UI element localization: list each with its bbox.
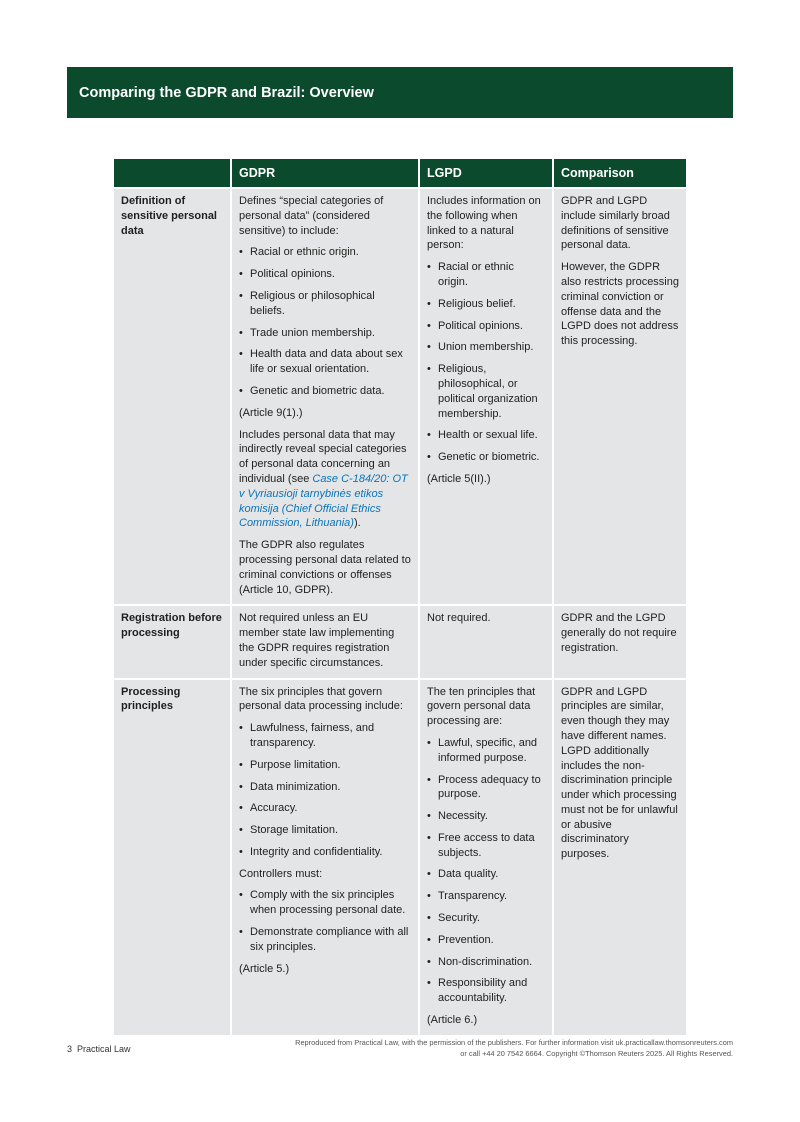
cell-text-part: Includes personal data that may indirectly reveal special categories of personal data concerning an individual (see bbox=[239, 428, 407, 485]
comparison-cell: GDPR and LGPD principles are similar, even though they may have different names. LGPD additionally includes the non-discrimination principle under which processing must not be for unlawful or abusive discriminatory purposes. bbox=[553, 679, 686, 1036]
cell-text: Includes information on the following when linked to a natural person: bbox=[427, 195, 541, 252]
gdpr-cell bbox=[231, 188, 419, 605]
comparison-table bbox=[114, 159, 686, 1037]
table-row bbox=[114, 605, 686, 678]
table-row bbox=[114, 188, 686, 605]
list-item: • Integrity and confidentiality. bbox=[239, 845, 411, 860]
gdpr-cell: Not required unless an EU member state law implementing the GDPR requires registration under specific circumstances. bbox=[231, 605, 419, 678]
cell-text-part: ). bbox=[353, 517, 361, 530]
list-item: • Racial or ethnic origin. bbox=[427, 260, 545, 290]
list-item: • Genetic and biometric data. bbox=[239, 384, 411, 399]
list-item: • Comply with the six principles when processing personal date. bbox=[239, 888, 411, 918]
column-header-lgpd: LGPD bbox=[419, 159, 553, 188]
list-item: • Data quality. bbox=[427, 867, 545, 882]
page-banner bbox=[67, 67, 733, 118]
copyright-line: Reproduced from Practical Law, with the permission of the publishers. For further information visit uk.practicallaw.thomsonreuters.com bbox=[295, 1038, 733, 1047]
list-item: • Religious or philosophical beliefs. bbox=[239, 289, 411, 319]
footer-page-info bbox=[67, 1044, 131, 1054]
publication-name: Practical Law bbox=[77, 1044, 131, 1054]
list-item: • Political opinions. bbox=[427, 319, 545, 334]
list-item: • Trade union membership. bbox=[239, 326, 411, 341]
list-item: • Necessity. bbox=[427, 809, 545, 824]
page-number: 3 bbox=[67, 1044, 73, 1054]
list-item: • Free access to data subjects. bbox=[427, 831, 545, 861]
bullet-list bbox=[239, 721, 411, 860]
cell-text: Controllers must: bbox=[239, 867, 323, 880]
article-reference: (Article 5(II).) bbox=[427, 472, 491, 485]
list-item: • Prevention. bbox=[427, 933, 545, 948]
column-header-comparison: Comparison bbox=[553, 159, 686, 188]
list-item: • Non-discrimination. bbox=[427, 955, 545, 970]
cell-text: The GDPR also regulates processing personal data related to criminal convictions or offenses (Article 10, GDPR). bbox=[239, 539, 411, 596]
gdpr-cell bbox=[231, 679, 419, 1036]
cell-text: The six principles that govern personal data processing include: bbox=[239, 685, 403, 713]
list-item: • Accuracy. bbox=[239, 801, 411, 816]
column-header-topic bbox=[114, 159, 231, 188]
lgpd-cell: Not required. bbox=[419, 605, 553, 678]
lgpd-cell bbox=[419, 188, 553, 605]
copyright-line: or call +44 20 7542 6664. Copyright ©Thomson Reuters 2025. All Rights Reserved. bbox=[460, 1049, 733, 1058]
list-item: • Religious, philosophical, or political organization membership. bbox=[427, 362, 545, 421]
case-link[interactable]: Case C-184/20: OT v Vyriausioji tarnybinės etikos komisija (Chief Official Ethics Commission, Lithuania) bbox=[239, 472, 408, 530]
row-label: Processing principles bbox=[114, 679, 231, 1036]
list-item: • Racial or ethnic origin. bbox=[239, 245, 411, 260]
list-item: • Data minimization. bbox=[239, 780, 411, 795]
comparison-cell: GDPR and the LGPD generally do not require registration. bbox=[553, 605, 686, 678]
list-item: • Religious belief. bbox=[427, 297, 545, 312]
bullet-list bbox=[239, 888, 411, 954]
list-item: • Responsibility and accountability. bbox=[427, 976, 545, 1006]
cell-text: GDPR and LGPD include similarly broad definitions of sensitive personal data. bbox=[561, 195, 670, 252]
cell-text bbox=[239, 428, 411, 532]
list-item: • Union membership. bbox=[427, 340, 545, 355]
article-reference: (Article 5.) bbox=[239, 962, 290, 975]
list-item: • Health or sexual life. bbox=[427, 428, 545, 443]
bullet-list bbox=[427, 736, 545, 1006]
list-item: • Purpose limitation. bbox=[239, 758, 411, 773]
list-item: • Process adequacy to purpose. bbox=[427, 773, 545, 803]
list-item: • Lawful, specific, and informed purpose. bbox=[427, 736, 545, 766]
cell-text: The ten principles that govern personal data processing are: bbox=[427, 685, 536, 728]
list-item: • Political opinions. bbox=[239, 267, 411, 282]
list-item: • Health data and data about sex life or sexual orientation. bbox=[239, 347, 411, 377]
row-label: Registration before processing bbox=[114, 605, 231, 678]
cell-text: However, the GDPR also restricts processing criminal conviction or offense data and the LGPD does not address this processing. bbox=[561, 261, 679, 348]
list-item: • Lawfulness, fairness, and transparency. bbox=[239, 721, 411, 751]
cell-text: Defines “special categories of personal data” (considered sensitive) to include: bbox=[239, 195, 384, 237]
table-row bbox=[114, 679, 686, 1036]
column-header-gdpr: GDPR bbox=[231, 159, 419, 188]
table-header-row bbox=[114, 159, 686, 188]
page-title: Comparing the GDPR and Brazil: Overview bbox=[79, 84, 374, 101]
lgpd-cell bbox=[419, 679, 553, 1036]
copyright-notice bbox=[233, 1037, 733, 1059]
article-reference: (Article 6.) bbox=[427, 1014, 478, 1027]
list-item: • Transparency. bbox=[427, 889, 545, 904]
list-item: • Genetic or biometric. bbox=[427, 450, 545, 465]
row-label: Definition of sensitive personal data bbox=[114, 188, 231, 605]
bullet-list bbox=[427, 260, 545, 465]
article-reference: (Article 9(1).) bbox=[239, 406, 303, 419]
list-item: • Demonstrate compliance with all six principles. bbox=[239, 925, 411, 955]
bullet-list bbox=[239, 245, 411, 398]
list-item: • Security. bbox=[427, 911, 545, 926]
list-item: • Storage limitation. bbox=[239, 823, 411, 838]
comparison-cell bbox=[553, 188, 686, 605]
